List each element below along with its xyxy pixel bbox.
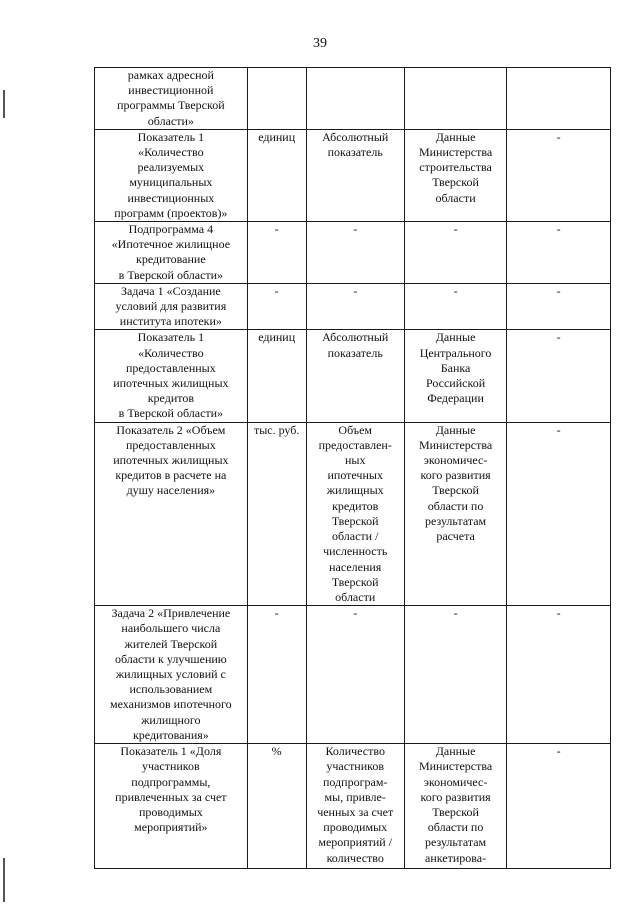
table-row <box>95 744 611 869</box>
unit-cell: - <box>247 283 306 330</box>
source-cell <box>404 68 507 130</box>
indicator-table <box>94 67 611 869</box>
method-cell <box>306 68 404 130</box>
indicator-cell: Показатель 2 «Объем предоставленных ипотечных жилищных кредитов в расчете на душу населения» <box>95 422 248 605</box>
indicator-cell: Задача 1 «Создание условий для развития института ипотеки» <box>95 283 248 330</box>
method-cell: Объем предоставлен- ных ипотечных жилищных кредитов Тверской области / численность населения Тверской области <box>306 422 404 605</box>
unit-cell: тыс. руб. <box>247 422 306 605</box>
method-cell: Абсолютный показатель <box>306 129 404 221</box>
indicator-cell: Задача 2 «Привлечение наибольшего числа жителей Тверской области к улучшению жилищных условий с использованием механизмов ипотечного жилищного кредитования» <box>95 606 248 744</box>
page-number: 39 <box>313 36 327 51</box>
source-cell: - <box>404 606 507 744</box>
table-row <box>95 283 611 330</box>
method-cell: - <box>306 222 404 284</box>
table-row <box>95 422 611 605</box>
value-cell: - <box>507 606 611 744</box>
unit-cell <box>247 68 306 130</box>
table-row <box>95 606 611 744</box>
scan-edge-mark <box>3 90 5 118</box>
unit-cell: - <box>247 222 306 284</box>
indicator-cell: Показатель 1 «Доля участников подпрограммы, привлеченных за счет проводимых мероприятий» <box>95 744 248 869</box>
indicator-cell: Показатель 1 «Количество предоставленных ипотечных жилищных кредитов в Тверской области» <box>95 330 248 422</box>
unit-cell: единиц <box>247 330 306 422</box>
table-row <box>95 222 611 284</box>
value-cell: - <box>507 222 611 284</box>
method-cell: - <box>306 283 404 330</box>
indicator-cell: Показатель 1 «Количество реализуемых муниципальных инвестиционных программ (проектов)» <box>95 129 248 221</box>
table-row <box>95 68 611 130</box>
indicator-cell: Подпрограмма 4 «Ипотечное жилищное кредитование в Тверской области» <box>95 222 248 284</box>
scan-edge-mark <box>3 858 5 902</box>
value-cell: - <box>507 744 611 869</box>
indicator-cell: рамках адресной инвестиционной программы Тверской области» <box>95 68 248 130</box>
value-cell <box>507 68 611 130</box>
method-cell: Абсолютный показатель <box>306 330 404 422</box>
value-cell: - <box>507 422 611 605</box>
value-cell: - <box>507 129 611 221</box>
value-cell: - <box>507 330 611 422</box>
unit-cell: - <box>247 606 306 744</box>
source-cell: Данные Министерства экономичес- кого развития Тверской области по результатам анкетирова- <box>404 744 507 869</box>
value-cell: - <box>507 283 611 330</box>
method-cell: Количество участников подпрограм- мы, привле- ченных за счет проводимых мероприятий / количество <box>306 744 404 869</box>
unit-cell: % <box>247 744 306 869</box>
method-cell: - <box>306 606 404 744</box>
table-row <box>95 129 611 221</box>
unit-cell: единиц <box>247 129 306 221</box>
source-cell: - <box>404 283 507 330</box>
table-row <box>95 330 611 422</box>
source-cell: - <box>404 222 507 284</box>
source-cell: Данные Министерства строительства Тверской области <box>404 129 507 221</box>
source-cell: Данные Центрального Банка Российской Федерации <box>404 330 507 422</box>
source-cell: Данные Министерства экономичес- кого развития Тверской области по результатам расчета <box>404 422 507 605</box>
